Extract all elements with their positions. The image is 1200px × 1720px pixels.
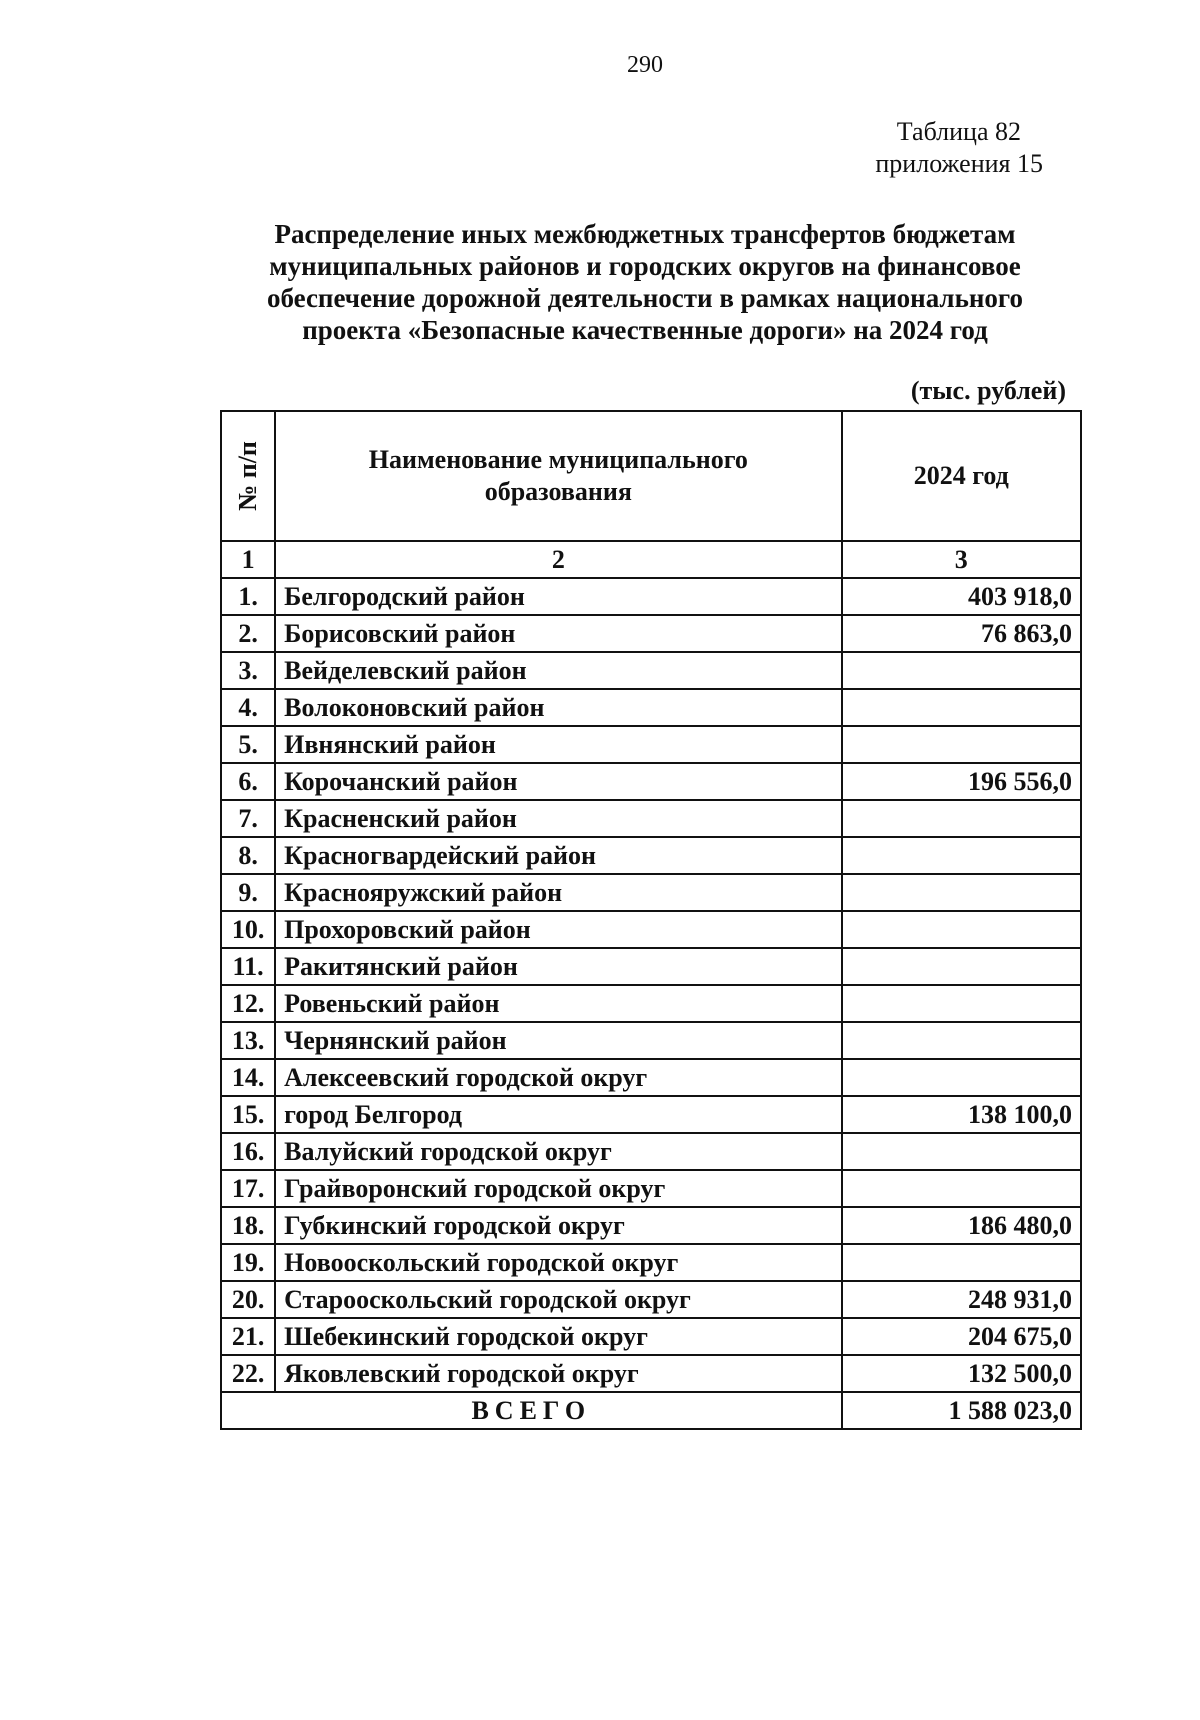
row-value	[842, 874, 1081, 911]
header-cell-value: 2024 год	[842, 411, 1081, 541]
table-row	[221, 1022, 1081, 1059]
page-number: 290	[627, 52, 663, 78]
table-row	[221, 1207, 1081, 1244]
header-cell-num	[221, 411, 275, 541]
row-value	[842, 800, 1081, 837]
row-value	[842, 1244, 1081, 1281]
table-row	[221, 689, 1081, 726]
row-name: Старооскольский городской округ	[275, 1281, 841, 1318]
table-row	[221, 1133, 1081, 1170]
row-name: Борисовский район	[275, 615, 841, 652]
row-number: 3.	[221, 652, 275, 689]
row-number: 22.	[221, 1355, 275, 1392]
row-name: город Белгород	[275, 1096, 841, 1133]
row-number: 8.	[221, 837, 275, 874]
row-name: Красненский район	[275, 800, 841, 837]
column-numbers-row	[221, 541, 1081, 578]
row-number: 13.	[221, 1022, 275, 1059]
row-name: Белгородский район	[275, 578, 841, 615]
table-reference-line-1: Таблица 82	[896, 117, 1021, 146]
table-row	[221, 800, 1081, 837]
column-number-cell: 3	[842, 541, 1081, 578]
row-number: 21.	[221, 1318, 275, 1355]
row-name: Шебекинский городской округ	[275, 1318, 841, 1355]
row-name: Вейделевский район	[275, 652, 841, 689]
row-number: 5.	[221, 726, 275, 763]
row-number: 10.	[221, 911, 275, 948]
row-number: 6.	[221, 763, 275, 800]
row-value: 76 863,0	[842, 615, 1081, 652]
total-label: ВСЕГО	[221, 1392, 842, 1429]
document-title-line-1: Распределение иных межбюджетных трансфертов бюджетам	[274, 219, 1016, 249]
row-name: Новооскольский городской округ	[275, 1244, 841, 1281]
row-value: 186 480,0	[842, 1207, 1081, 1244]
column-number-cell: 1	[221, 541, 275, 578]
document-title-line-4: проекта «Безопасные качественные дороги» на 2024 год	[302, 315, 988, 345]
document-title-line-3: обеспечение дорожной деятельности в рамках национального	[266, 283, 1023, 313]
row-value	[842, 837, 1081, 874]
row-number: 11.	[221, 948, 275, 985]
row-value: 138 100,0	[842, 1096, 1081, 1133]
row-number: 18.	[221, 1207, 275, 1244]
table-row	[221, 1281, 1081, 1318]
header-num-label: № п/п	[233, 441, 263, 511]
row-name: Краснояружский район	[275, 874, 841, 911]
table-row	[221, 1096, 1081, 1133]
total-value: 1 588 023,0	[842, 1392, 1081, 1429]
row-name: Алексеевский городской округ	[275, 1059, 841, 1096]
row-value	[842, 652, 1081, 689]
table-row	[221, 911, 1081, 948]
row-number: 1.	[221, 578, 275, 615]
row-name: Ровеньский район	[275, 985, 841, 1022]
row-number: 19.	[221, 1244, 275, 1281]
table-row	[221, 985, 1081, 1022]
row-name: Прохоровский район	[275, 911, 841, 948]
row-value	[842, 1170, 1081, 1207]
row-name: Грайворонский городской округ	[275, 1170, 841, 1207]
document-title-line-2: муниципальных районов и городских округов на финансовое	[269, 251, 1021, 281]
row-number: 9.	[221, 874, 275, 911]
row-name: Волоконовский район	[275, 689, 841, 726]
row-number: 2.	[221, 615, 275, 652]
table-row	[221, 1244, 1081, 1281]
row-name: Валуйский городской округ	[275, 1133, 841, 1170]
row-value	[842, 1022, 1081, 1059]
table-row	[221, 652, 1081, 689]
total-row	[221, 1392, 1081, 1429]
row-name: Ракитянский район	[275, 948, 841, 985]
table-body	[221, 578, 1081, 1429]
header-name-line-2: образования	[484, 477, 632, 506]
row-number: 12.	[221, 985, 275, 1022]
table-row	[221, 1355, 1081, 1392]
row-value: 204 675,0	[842, 1318, 1081, 1355]
row-name: Красногвардейский район	[275, 837, 841, 874]
transfers-table	[220, 410, 1082, 1430]
row-name: Корочанский район	[275, 763, 841, 800]
row-number: 20.	[221, 1281, 275, 1318]
row-value: 248 931,0	[842, 1281, 1081, 1318]
table-row	[221, 1059, 1081, 1096]
table-reference-line-2: приложения 15	[875, 149, 1043, 178]
row-value	[842, 911, 1081, 948]
row-value	[842, 948, 1081, 985]
row-number: 14.	[221, 1059, 275, 1096]
units-label: (тыс. рублей)	[910, 376, 1066, 405]
header-cell-name	[275, 411, 841, 541]
header-name-line-1: Наименование муниципального	[368, 445, 748, 474]
row-value	[842, 689, 1081, 726]
row-name: Ивнянский район	[275, 726, 841, 763]
table-row	[221, 1318, 1081, 1355]
table-row	[221, 948, 1081, 985]
row-name: Яковлевский городской округ	[275, 1355, 841, 1392]
row-name: Чернянский район	[275, 1022, 841, 1059]
row-number: 16.	[221, 1133, 275, 1170]
table-row	[221, 1170, 1081, 1207]
row-name: Губкинский городской округ	[275, 1207, 841, 1244]
row-number: 15.	[221, 1096, 275, 1133]
table-row	[221, 726, 1081, 763]
row-value: 403 918,0	[842, 578, 1081, 615]
row-number: 17.	[221, 1170, 275, 1207]
row-value: 196 556,0	[842, 763, 1081, 800]
document-title	[230, 218, 1060, 346]
table-row	[221, 837, 1081, 874]
row-number: 7.	[221, 800, 275, 837]
row-number: 4.	[221, 689, 275, 726]
row-value	[842, 1059, 1081, 1096]
row-value: 132 500,0	[842, 1355, 1081, 1392]
table-row	[221, 615, 1081, 652]
table-reference	[875, 116, 1043, 180]
table-row	[221, 578, 1081, 615]
table-row	[221, 874, 1081, 911]
column-number-cell: 2	[275, 541, 841, 578]
table-row	[221, 763, 1081, 800]
row-value	[842, 985, 1081, 1022]
table-header-row	[221, 411, 1081, 541]
row-value	[842, 726, 1081, 763]
row-value	[842, 1133, 1081, 1170]
